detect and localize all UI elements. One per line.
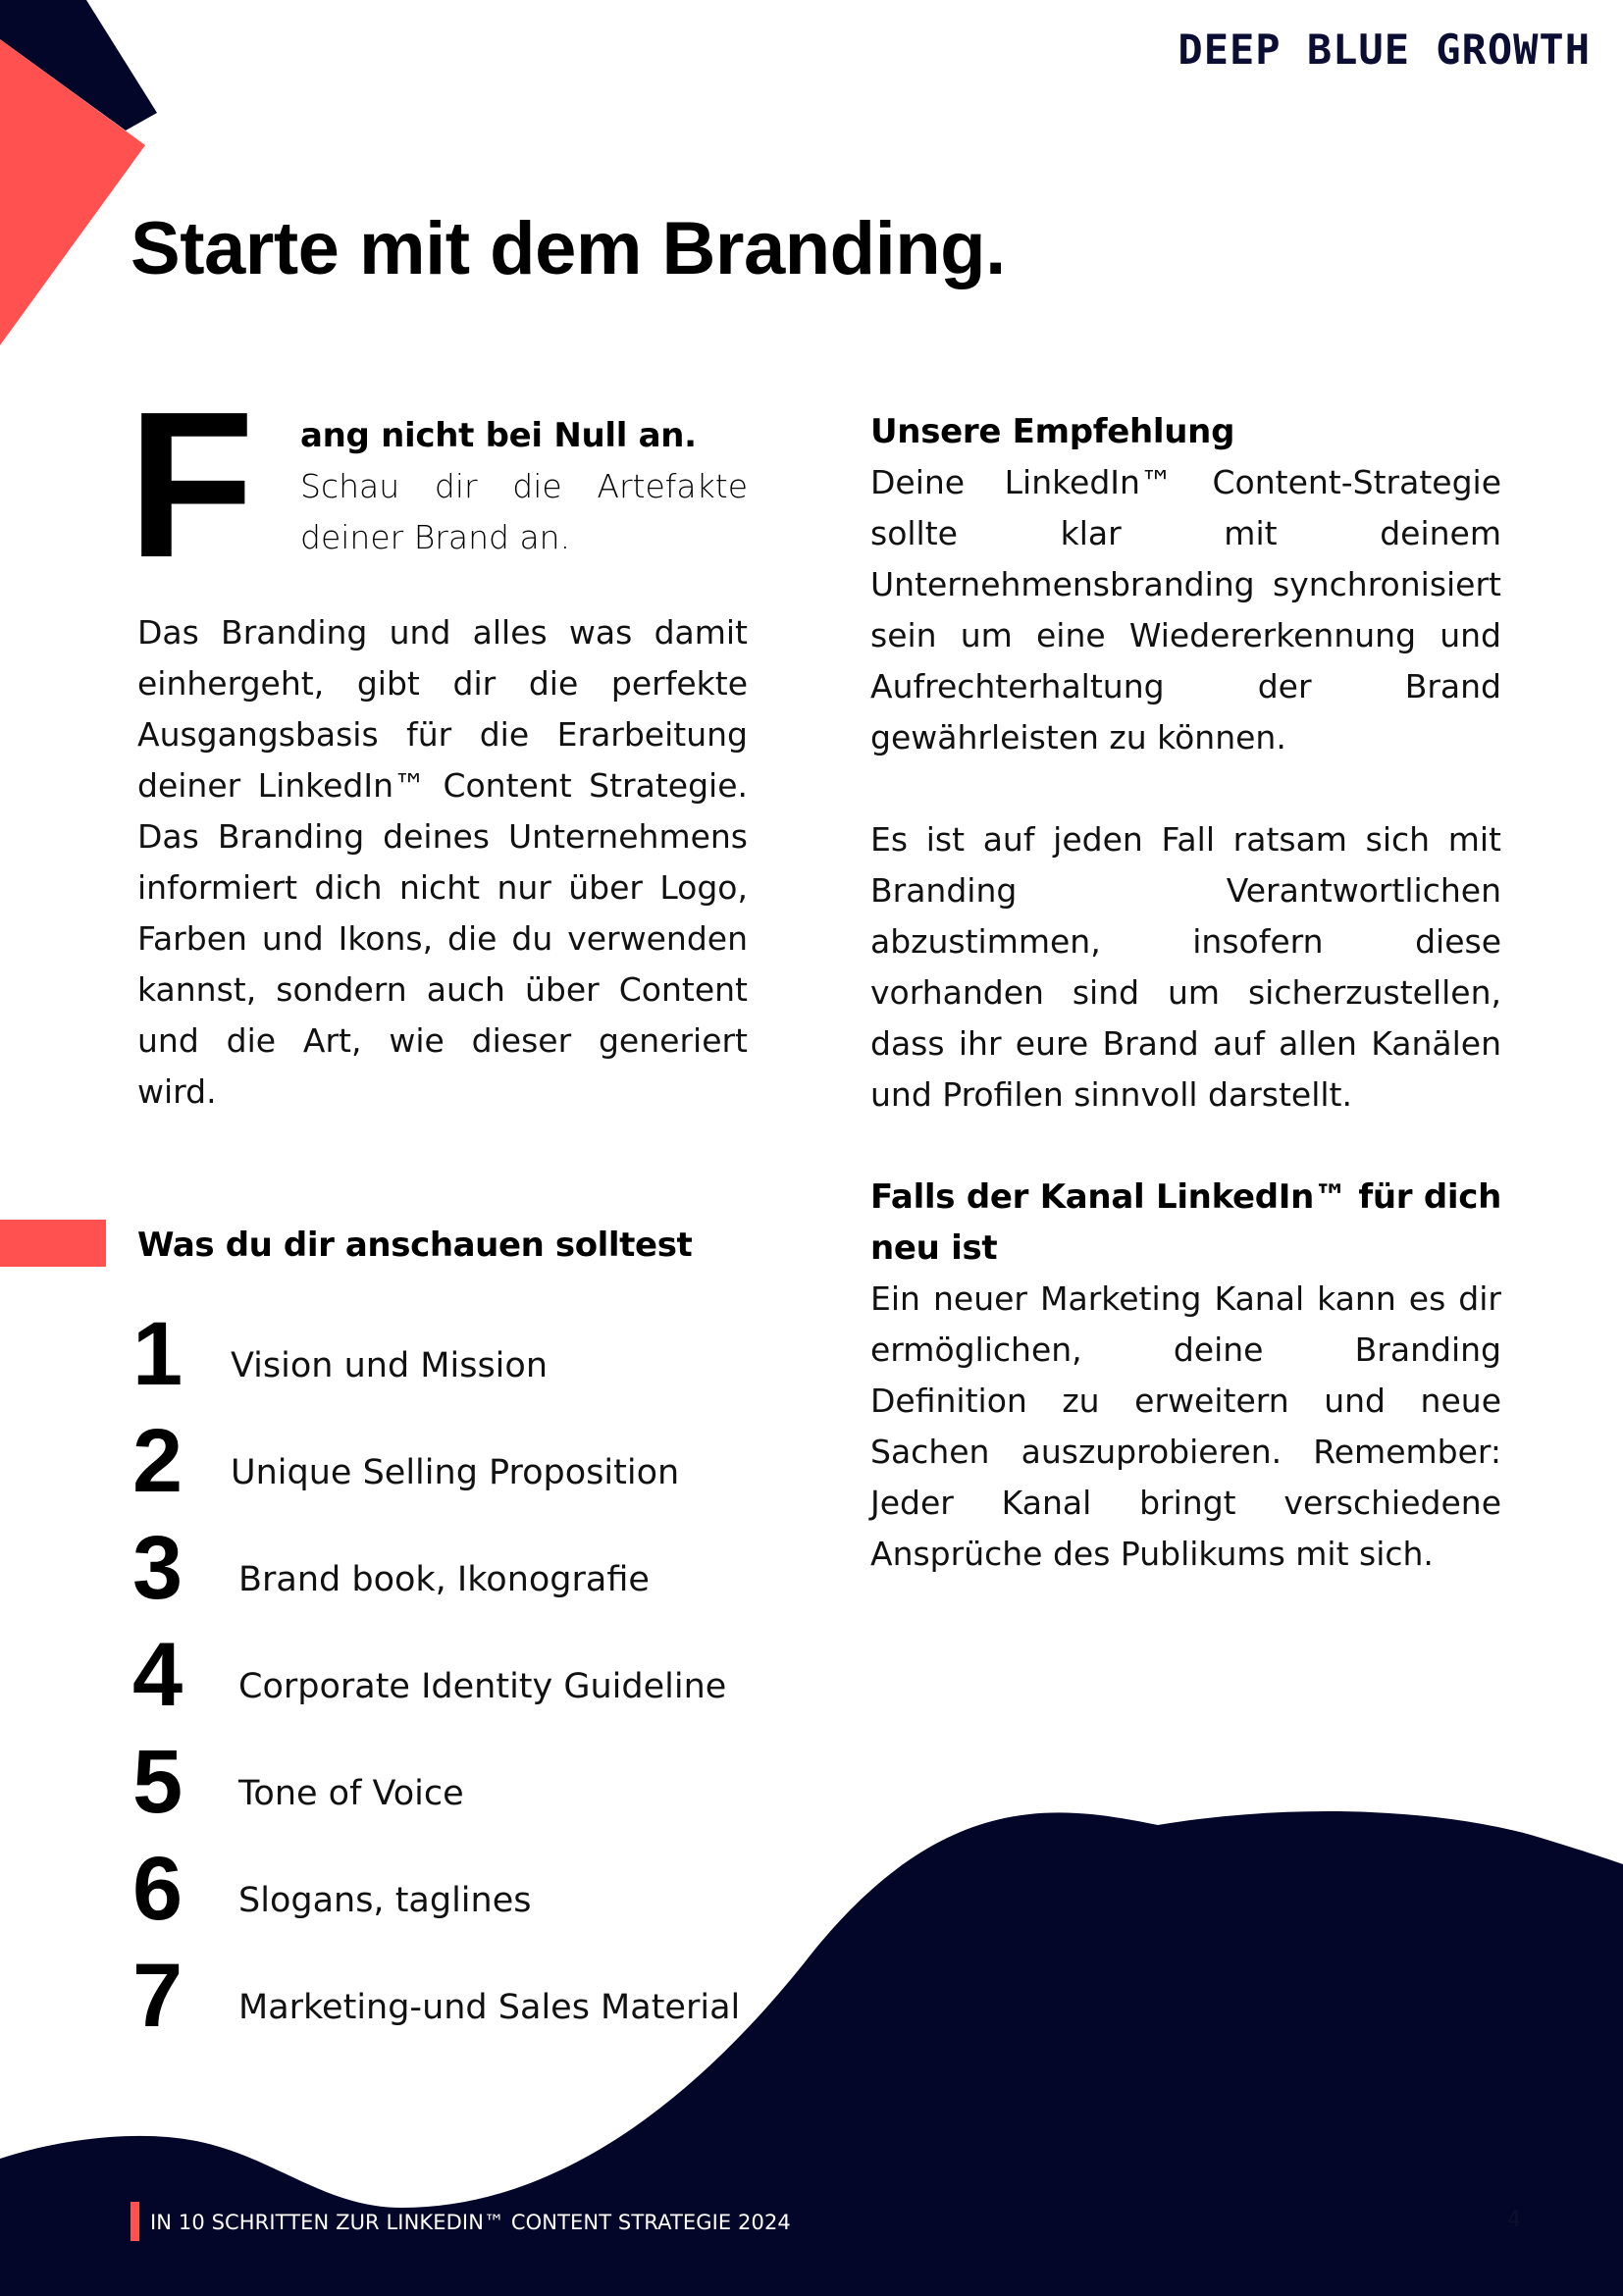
branding-paragraph: Das Branding und alles was damit einhergeht, gibt dir die perfekte Ausgangsbasis für die Erarbeitung deiner LinkedIn™ Content Strategie. Das Branding deines Unternehmens informiert dich nicht nur über Logo, Farben und Ikons, die du verwenden kannst, sondern auch über Content und die Art, wie dieser generiert wird. <box>137 613 748 1111</box>
list-item <box>132 1947 819 2054</box>
list-item <box>132 1305 819 1412</box>
intro-lead-text: Schau dir die Artefakte deiner Brand an. <box>300 467 748 556</box>
list-label: Corporate Identity Guideline <box>238 1667 727 1706</box>
list-number: 6 <box>132 1839 183 1939</box>
checklist <box>132 1305 819 2054</box>
list-number: 4 <box>132 1625 183 1725</box>
section-marker <box>0 1220 106 1267</box>
new-channel-text: Ein neuer Marketing Kanal kann es dir ermöglichen, deine Branding Definition zu erweitern und neue Sachen auszuprobieren. Remember: Jeder Kanal bringt verschiedene Ansprüche des Publikums mit sich. <box>870 1279 1501 1573</box>
page-title: Starte mit dem Branding. <box>131 207 1006 290</box>
right-column <box>870 406 1501 1580</box>
footer-title: IN 10 SCHRITTEN ZUR LINKEDIN™ CONTENT STRATEGIE 2024 <box>150 2211 791 2234</box>
recommendation-heading: Unsere Empfehlung <box>870 412 1235 451</box>
list-label: Marketing-und Sales Material <box>238 1988 741 2027</box>
list-label: Brand book, Ikonografie <box>238 1560 650 1599</box>
list-item <box>132 1626 819 1733</box>
advice-text: Es ist auf jeden Fall ratsam sich mit Branding Verantwortlichen abzustimmen, insofern diese vorhanden sind um sicherzustellen, dass ihr eure Brand auf allen Kanälen und Profilen sinnvoll darstellt. <box>870 820 1501 1114</box>
list-label: Tone of Voice <box>238 1774 464 1813</box>
drop-cap: F <box>128 368 255 600</box>
list-number: 1 <box>132 1304 183 1404</box>
list-label: Vision und Mission <box>231 1346 548 1385</box>
list-number: 7 <box>132 1946 183 2046</box>
intro-lead-heading: ang nicht bei Null an. <box>300 416 697 455</box>
footer-accent-bar <box>131 2202 139 2241</box>
new-channel-heading: Falls der Kanal LinkedIn™ für dich neu ist <box>870 1177 1501 1268</box>
left-column <box>137 607 748 1118</box>
list-label: Unique Selling Proposition <box>231 1453 680 1492</box>
brand-logo: DEEP BLUE GROWTH <box>1178 26 1591 74</box>
list-item <box>132 1519 819 1626</box>
page-number: 4 <box>1507 2208 1521 2232</box>
list-number: 2 <box>132 1411 183 1511</box>
list-item <box>132 1733 819 1840</box>
recommendation-text: Deine LinkedIn™ Content-Strategie sollte klar mit deinem Unternehmensbranding synchronisiert sein um eine Wiedererkennung und Aufrechterhaltung der Brand gewährleisten zu können. <box>870 463 1501 757</box>
list-label: Slogans, taglines <box>238 1881 532 1920</box>
checklist-heading: Was du dir anschauen solltest <box>137 1226 693 1265</box>
list-number: 3 <box>132 1518 183 1618</box>
list-item <box>132 1412 819 1519</box>
list-item <box>132 1840 819 1947</box>
list-number: 5 <box>132 1732 183 1832</box>
